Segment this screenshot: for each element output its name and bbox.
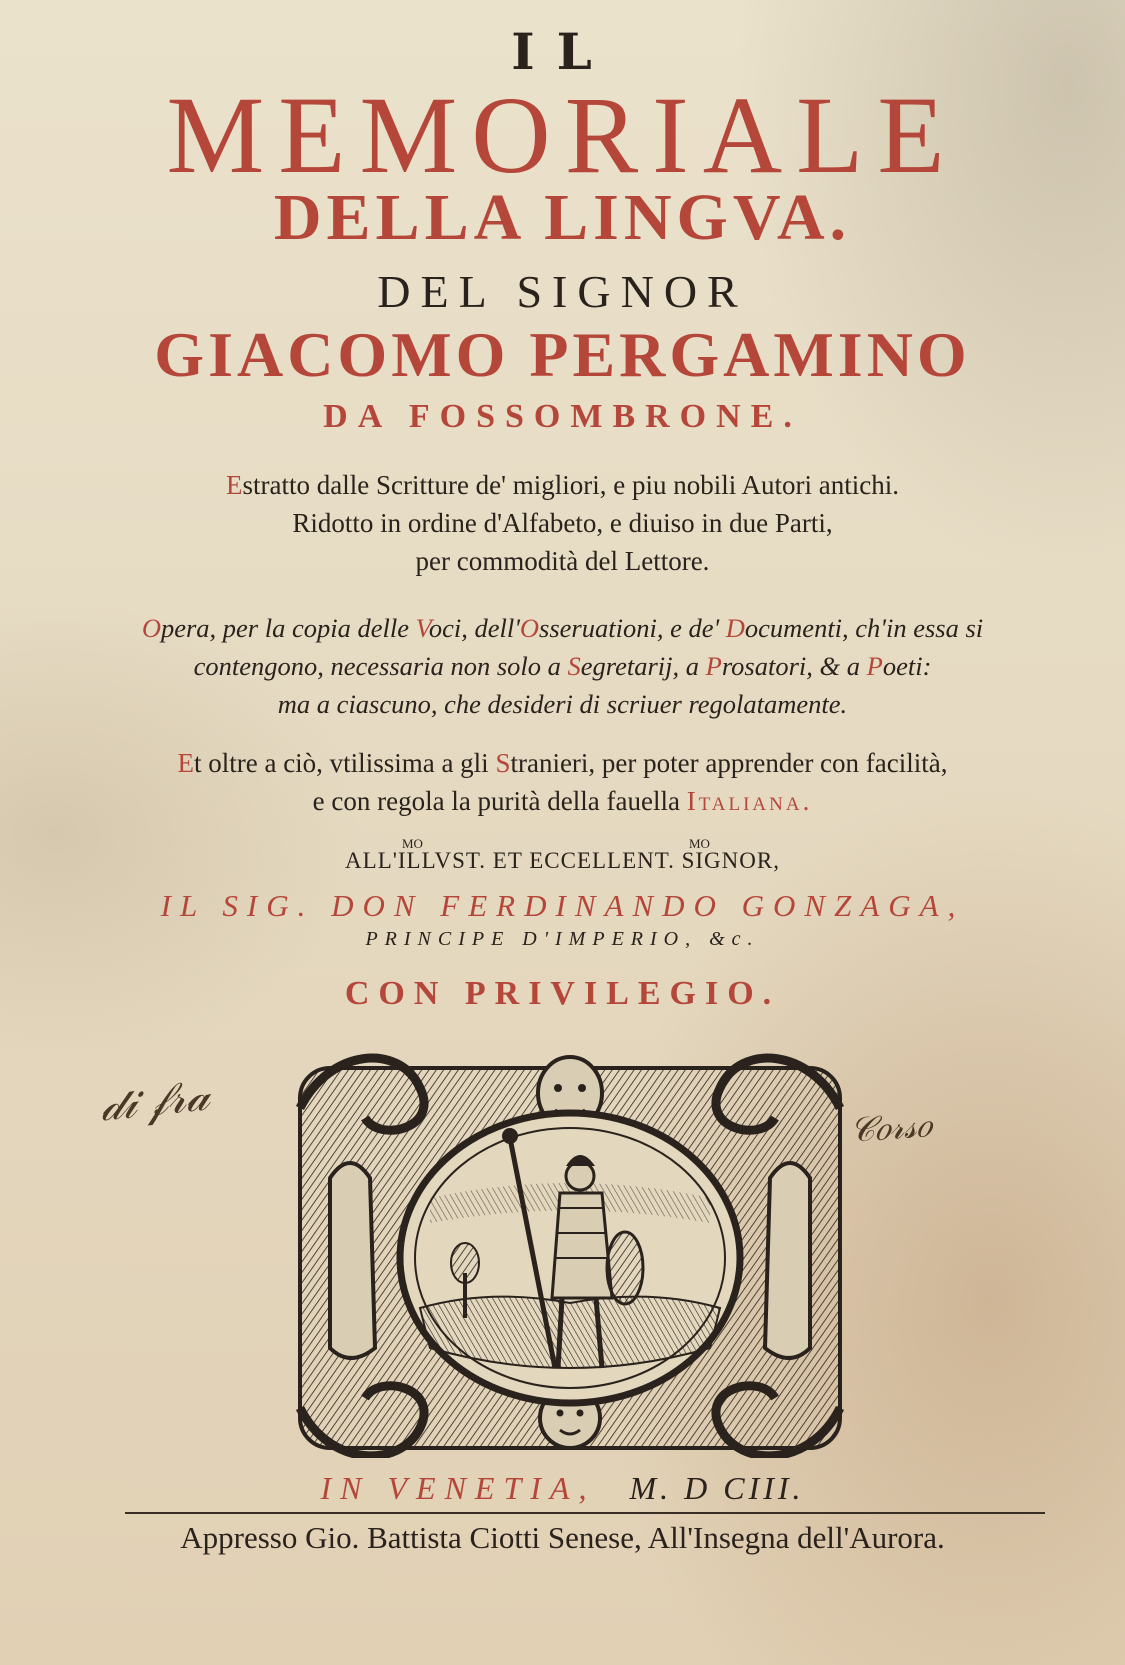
description-line-1-text: stratto dalle Scritture de' migliori, e piu nobili Autori antichi. [242,470,899,500]
opera-text: sseruationi, e de' [539,613,726,643]
oltre-text: t oltre a ciò, vtilissima a gli [193,748,496,778]
opera-line-2 [0,651,1125,682]
imprint-rule [125,1512,1045,1514]
initial-o: O [141,613,161,643]
italiana-word: Italiana. [686,786,813,816]
printers-device-woodcut [290,1048,850,1458]
initial-o: O [519,613,540,643]
opera-text: oci, dell' [428,613,520,643]
title-del-signor: DEL SIGNOR [377,266,748,317]
initial-v: V [415,613,429,643]
title-memoriale: MEMORIALE [166,74,959,196]
opera-text: contengono, necessaria non solo a [193,651,568,681]
opera-text: pera, per la copia delle [160,613,416,643]
oltre-text: e con regola la purità della fauella [312,786,687,816]
opera-line-1 [0,613,1125,644]
oltre-line-2 [0,786,1125,817]
opera-text: rosatori, & a [721,651,867,681]
initial-e: E [177,748,194,778]
initial-p: P [866,651,883,681]
opera-text: oeti: [882,651,932,681]
opera-text: ocumenti, ch'in essa si [744,613,984,643]
opera-line-3: ma a ciascuno, che desideri di scriuer regolatamente. [277,689,848,719]
imprint-city-text: IN VENETIA, [320,1470,596,1506]
superscript-mo: MO [689,836,710,851]
oltre-line-1 [0,748,1125,779]
author-place: DA FOSSOMBRONE. [323,398,802,435]
description-line-2: Ridotto in ordine d'Alfabeto, e diuiso in due Parti, [292,508,833,538]
imprint-year: M. D CIII. [629,1470,805,1506]
dedication-line: ALL'ILLVST. ET ECCELLENT. SIGNOR, [345,848,780,873]
title-il: IL [511,22,614,81]
handwritten-signature-left: 𝒹𝒾 𝒻𝓇𝒶 [97,1070,212,1131]
dedicatee-title: PRINCIPE D'IMPERIO, &c. [365,928,760,950]
imprint-city [0,1470,1125,1507]
superscript-mo: MO [402,836,423,851]
privilege-line: CON PRIVILEGIO. [344,975,781,1012]
author-name: GIACOMO PERGAMINO [154,319,971,390]
description-line-1 [0,470,1125,501]
opera-text: egretarij, a [580,651,706,681]
title-della-lingua: DELLA LINGVA. [273,181,852,254]
handwritten-signature-right: 𝒞𝑜𝓇𝓈𝑜 [848,1107,933,1150]
initial-e: E [226,470,243,500]
oltre-text: tranieri, per poter apprender con facilità, [510,748,948,778]
initial-d: D [725,613,745,643]
description-line-3: per commodità del Lettore. [415,546,710,576]
initial-s: S [495,748,511,778]
initial-p: P [705,651,722,681]
printer-line: Appresso Gio. Battista Ciotti Senese, All'Insegna dell'Aurora. [180,1520,945,1555]
dedicatee-name: IL SIG. DON FERDINANDO GONZAGA, [160,888,965,923]
initial-s: S [567,651,581,681]
